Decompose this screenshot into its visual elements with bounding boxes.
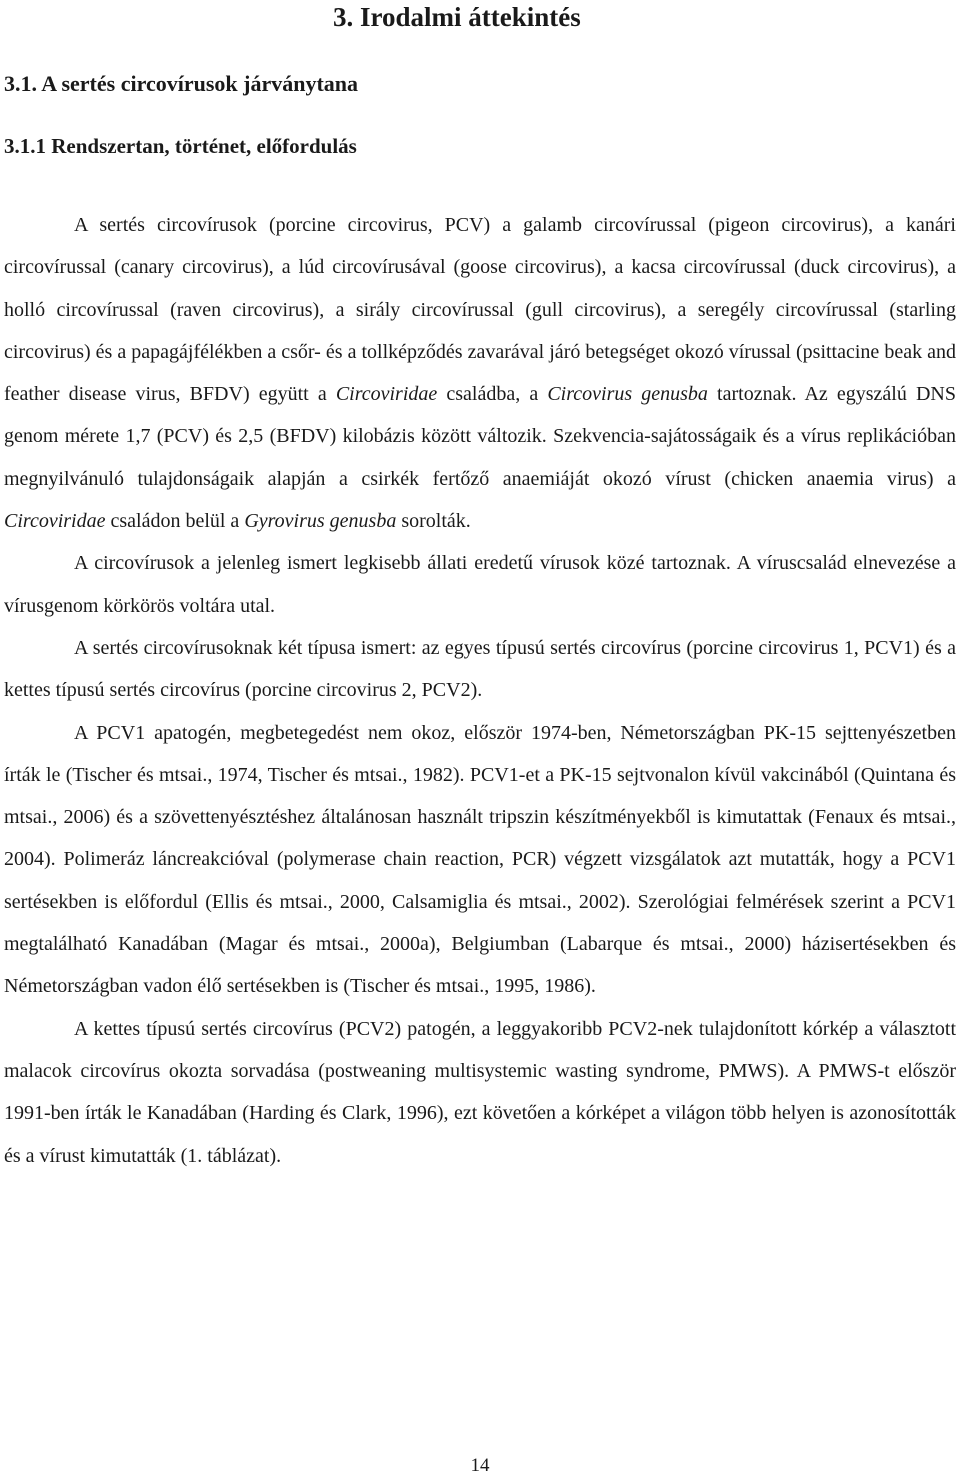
italic-term: Gyrovirus genusba	[244, 510, 397, 533]
text-run: családba, a	[437, 383, 548, 406]
paragraph	[4, 627, 956, 712]
paragraph	[4, 542, 956, 627]
page-number: 14	[470, 1455, 490, 1476]
text-run: A sertés circovírusoknak két típusa ismert: az egyes típusú sertés circovírus (porcine circovirus 1, PCV1) és a kettes típusú sertés circovírus (porcine circovirus 2, PCV2).	[4, 636, 956, 702]
subsection-title: 3.1.1 Rendszertan, történet, előfordulás	[4, 134, 357, 158]
italic-term: Circoviridae	[4, 510, 106, 533]
text-run: sorolták.	[396, 510, 471, 533]
italic-term: Circoviridae	[335, 383, 438, 406]
text-run: A PCV1 apatogén, megbetegedést nem okoz, először 1974-ben, Németországban PK-15 sejttenyészetben írták le (Tischer és mtsai., 1974, Tischer és mtsai., 1982). PCV1-et a PK-15 sejtvonalon kívül vakcinából (Quintana és mtsai., 2006) és a szövettenyésztéshez általánosan használt tripszin készítményekből is kimutattak (Fenaux és mtsai., 2004). Polimeráz láncreakcióval (polymerase chain reaction, PCR) végzett vizsgálatok azt mutatták, hogy a PCV1 sertésekben is előfordul (Ellis és mtsai., 2000, Calsamiglia és mtsai., 2002). Szerológiai felmérések szerint a PCV1 megtalálható Kanadában (Magar és mtsai., 2000a), Belgiumban (Labarque és mtsai., 2000) házisertésekben és Németországban vadon élő sertésekben is (Tischer és mtsai., 1995, 1986).	[4, 721, 956, 998]
paragraph	[4, 1008, 956, 1177]
text-run: A sertés circovírusok (porcine circovirus, PCV) a galamb circovírussal (pigeon circovirus), a kanári circovírussal (canary circovirus), a lúd circovírusával (goose circovirus), a kacsa circovírussal (duck circovirus), a holló circovírussal (raven circovirus), a sirály circovírussal (gull circovirus), a seregély circovírussal (starling circovirus) és a papagájfélékben a csőr- és a tollképződés zavarával járó betegséget okozó vírussal (psittacine beak and feather disease virus, BFDV) együtt a	[4, 214, 956, 406]
paragraph	[4, 712, 956, 1008]
text-run: tartoznak. Az egyszálú DNS genom mérete 1,7 (PCV) és 2,5 (BFDV) kilobázis között változik. Szekvencia-sajátosságaik és a vírus replikációban megnyilvánuló tulajdonságaik alapján a csirkék fertőző anaemiáját okozó vírust (chicken anaemia virus) a	[4, 383, 956, 490]
text-run: A circovírusok a jelenleg ismert legkisebb állati eredetű vírusok közé tartoznak. A víruscsalád elnevezése a vírusgenom körkörös voltára utal.	[4, 552, 956, 617]
paragraph	[4, 204, 956, 542]
chapter-title: 3. Irodalmi áttekintés	[333, 2, 581, 32]
text-run: A kettes típusú sertés circovírus (PCV2) patogén, a leggyakoribb PCV2-nek tulajdonított kórkép a választott malacok circovírus okozta sorvadása (postweaning multisystemic wasting syndrome, PMWS). A PMWS-t először 1991-ben írták le Kanadában (Harding és Clark, 1996), ezt követően a kórképet a világon több helyen is azonosították és a vírust kimutatták (1. táblázat).	[4, 1017, 956, 1167]
body-text	[4, 204, 956, 1177]
italic-term: Circovirus genusba	[547, 383, 708, 406]
section-title: 3.1. A sertés circovírusok járványtana	[4, 71, 359, 96]
text-run: családon belül a	[105, 510, 245, 533]
